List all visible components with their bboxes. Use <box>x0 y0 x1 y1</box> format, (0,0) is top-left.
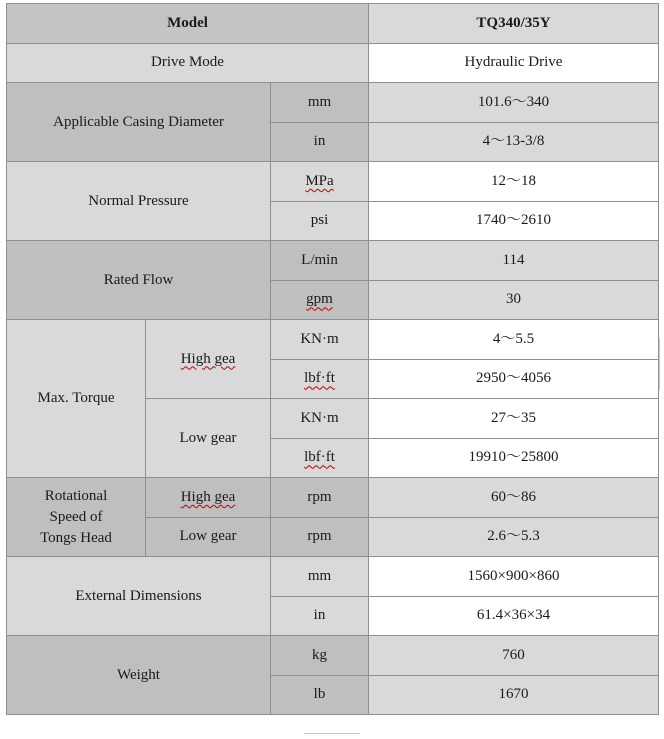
value-cell: 101.6～340 <box>369 83 659 123</box>
page-edge-mark <box>659 338 664 390</box>
rated-flow-label: Rated Flow <box>7 241 271 320</box>
value-cell: 61.4×36×34 <box>369 596 659 636</box>
model-label: Model <box>7 4 369 44</box>
table-row <box>7 320 659 360</box>
value-cell: 27～35 <box>369 399 659 439</box>
max-torque-high-label <box>146 320 271 399</box>
page-foot-mark <box>304 733 360 737</box>
table-row <box>7 4 659 44</box>
table-row <box>7 241 659 281</box>
value-cell: 1670 <box>369 675 659 715</box>
value-cell: 2950～4056 <box>369 359 659 399</box>
gear-text: High gea <box>180 350 236 367</box>
unit-cell <box>271 280 369 320</box>
unit-cell: rpm <box>271 517 369 557</box>
external-dimensions-label: External Dimensions <box>7 557 271 636</box>
unit-cell <box>271 438 369 478</box>
table-row <box>7 557 659 597</box>
unit-text: MPa <box>305 172 334 189</box>
value-cell: 4～5.5 <box>369 320 659 360</box>
value-cell: 30 <box>369 280 659 320</box>
max-torque-low-label: Low gear <box>146 399 271 478</box>
table-row <box>7 636 659 676</box>
drive-mode-value: Hydraulic Drive <box>369 43 659 83</box>
value-cell: 60～86 <box>369 478 659 518</box>
casing-diameter-label: Applicable Casing Diameter <box>7 83 271 162</box>
table-row <box>7 83 659 123</box>
unit-cell <box>271 162 369 202</box>
value-cell: 114 <box>369 241 659 281</box>
unit-cell: L/min <box>271 241 369 281</box>
unit-cell: rpm <box>271 478 369 518</box>
label-line: Rotational <box>44 487 108 504</box>
value-cell: 1740～2610 <box>369 201 659 241</box>
value-cell: 760 <box>369 636 659 676</box>
label-line: Tongs Head <box>40 529 112 546</box>
unit-cell: mm <box>271 557 369 597</box>
unit-cell: in <box>271 596 369 636</box>
unit-cell: KN·m <box>271 399 369 439</box>
weight-label: Weight <box>7 636 271 715</box>
label-line: Speed of <box>49 508 103 525</box>
unit-text: gpm <box>306 291 333 308</box>
unit-text: lbf·ft <box>304 449 335 466</box>
value-cell: 4～13-3/8 <box>369 122 659 162</box>
drive-mode-label: Drive Mode <box>7 43 369 83</box>
table-row <box>7 478 659 518</box>
value-cell: 19910～25800 <box>369 438 659 478</box>
max-torque-label: Max. Torque <box>7 320 146 478</box>
value-cell: 12～18 <box>369 162 659 202</box>
unit-cell: mm <box>271 83 369 123</box>
gear-text: High gea <box>180 488 236 505</box>
rotational-speed-high-label <box>146 478 271 518</box>
unit-cell: KN·m <box>271 320 369 360</box>
rotational-speed-low-label: Low gear <box>146 517 271 557</box>
unit-text: lbf·ft <box>304 370 335 387</box>
table-row <box>7 162 659 202</box>
table-row <box>7 43 659 83</box>
rotational-speed-label <box>7 478 146 557</box>
spec-table <box>6 3 659 715</box>
unit-cell <box>271 359 369 399</box>
unit-cell: psi <box>271 201 369 241</box>
model-value: TQ340/35Y <box>369 4 659 44</box>
value-cell: 2.6～5.3 <box>369 517 659 557</box>
unit-cell: kg <box>271 636 369 676</box>
unit-cell: in <box>271 122 369 162</box>
unit-cell: lb <box>271 675 369 715</box>
normal-pressure-label: Normal Pressure <box>7 162 271 241</box>
value-cell: 1560×900×860 <box>369 557 659 597</box>
